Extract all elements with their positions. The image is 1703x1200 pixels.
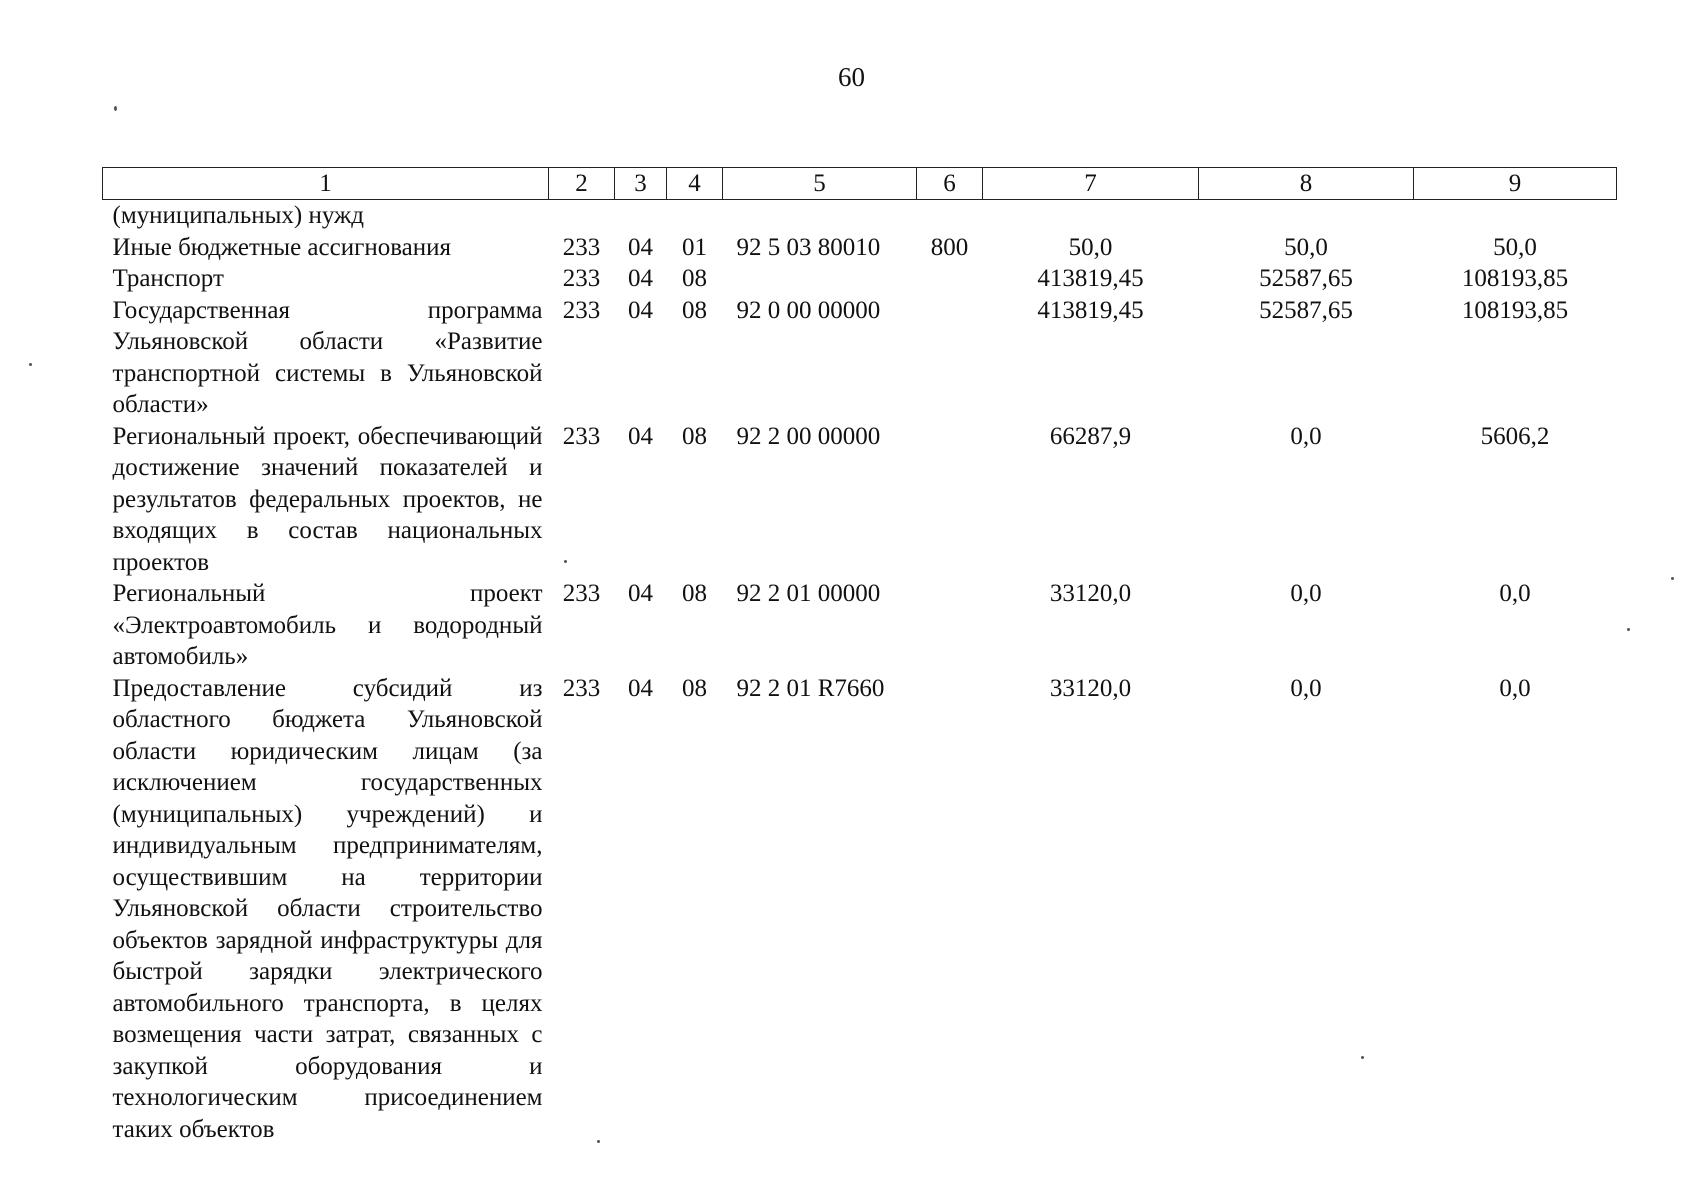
cell-col2: 233 <box>562 580 601 607</box>
cell-col3: 04 <box>628 233 653 261</box>
cell-col4: 08 <box>682 265 707 292</box>
column-header-3: 3 <box>615 168 667 200</box>
cell-col5: 92 2 00 00000 <box>736 422 881 450</box>
cell-col2: 233 <box>562 233 601 261</box>
table-row <box>103 263 1617 295</box>
cell-col6: 800 <box>930 233 969 261</box>
cell-col8: 52587,65 <box>1259 265 1353 292</box>
column-header-2: 2 <box>549 168 615 200</box>
cell-col6 <box>917 673 983 1146</box>
cell-col7: 33120,0 <box>1049 580 1132 607</box>
cell-col3 <box>615 200 667 232</box>
cell-col4: 08 <box>682 296 707 324</box>
cell-col9: 108193,85 <box>1461 265 1569 292</box>
cell-col2: 233 <box>562 265 601 292</box>
cell-col9: 50,0 <box>1493 233 1537 261</box>
cell-col7: 50,0 <box>1068 233 1113 261</box>
column-header-1: 1 <box>103 168 549 200</box>
cell-col8: 50,0 <box>1284 233 1328 261</box>
cell-col6 <box>917 263 983 295</box>
cell-col8: 0,0 <box>1290 674 1322 702</box>
table-row <box>103 578 1617 673</box>
cell-col9: 0,0 <box>1499 674 1531 702</box>
row-name: Предоставление субсидий из областного бюджета Ульяновской области юридическим лицам (за исключением государственных (муниципальных) учреждений) и индивидуальным предпринимателям, осуществившим на территории Ульяновской области строительство объектов зарядной инфраструктуры для быстрой зарядки электрического автомобильного транспорта, в целях возмещения части затрат, связанных с закупкой оборудования и технологическим присоединением таких объектов <box>112 674 543 1143</box>
cell-col6 <box>917 421 983 579</box>
row-name: Иные бюджетные ассигнования <box>112 233 452 261</box>
cell-col7: 413819,45 <box>1037 296 1144 324</box>
cell-col2: 233 <box>562 422 601 450</box>
cell-col9 <box>1414 200 1617 232</box>
cell-col9: 5606,2 <box>1480 422 1550 450</box>
cell-col7: 413819,45 <box>1037 265 1144 292</box>
column-header-8: 8 <box>1199 168 1414 200</box>
cell-col4 <box>667 200 723 232</box>
cell-col6 <box>917 295 983 421</box>
scan-speck <box>114 106 117 111</box>
budget-table <box>102 167 1617 1145</box>
table-row <box>103 232 1617 264</box>
cell-col4: 08 <box>682 422 707 450</box>
cell-col2: 233 <box>562 674 601 702</box>
column-header-5: 5 <box>723 168 917 200</box>
cell-col7: 66287,9 <box>1049 422 1132 450</box>
cell-col8: 52587,65 <box>1259 296 1353 324</box>
cell-col5: 92 5 03 80010 <box>736 233 881 261</box>
row-name: Транспорт <box>112 265 224 292</box>
cell-col4: 08 <box>682 674 707 702</box>
cell-col5: 92 0 00 00000 <box>736 296 881 324</box>
cell-col2 <box>549 200 615 232</box>
row-name: Региональный проект «Электроавтомобиль и водородный автомобиль» <box>112 580 543 670</box>
cell-col8 <box>1199 200 1414 232</box>
column-header-9: 9 <box>1414 168 1617 200</box>
row-name: Региональный проект, обеспечивающий достижение значений показателей и результатов федеральных проектов, не входящих в состав национальных проектов <box>112 422 543 576</box>
cell-col3: 04 <box>628 265 653 292</box>
cell-col3: 04 <box>628 580 653 607</box>
cell-col9: 108193,85 <box>1461 296 1569 324</box>
page-number: 60 <box>838 62 865 92</box>
cell-col5: 92 2 01 00000 <box>736 580 881 607</box>
cell-col9: 0,0 <box>1499 580 1531 607</box>
cell-col6 <box>917 578 983 673</box>
cell-col8: 0,0 <box>1290 422 1322 450</box>
cell-col4: 01 <box>682 233 707 261</box>
cell-col7 <box>983 200 1199 232</box>
cell-col7: 33120,0 <box>1049 674 1132 702</box>
header-row <box>103 168 1617 200</box>
column-header-6: 6 <box>917 168 983 200</box>
cell-col3: 04 <box>628 422 653 450</box>
scan-speck <box>29 363 32 366</box>
cell-col5 <box>723 263 917 295</box>
cell-col2: 233 <box>562 296 601 324</box>
cell-col6 <box>917 200 983 232</box>
table-row <box>103 200 1617 232</box>
cell-col4: 08 <box>682 580 707 607</box>
scan-speck <box>1627 628 1630 631</box>
table-header <box>103 168 1617 200</box>
table-row <box>103 295 1617 421</box>
column-header-4: 4 <box>667 168 723 200</box>
table-row <box>103 673 1617 1146</box>
cell-col5: 92 2 01 R7660 <box>736 674 885 702</box>
table-row <box>103 421 1617 579</box>
table-body <box>103 200 1617 1146</box>
row-name: Государственная программа Ульяновской области «Развитие транспортной системы в Ульяновской области» <box>112 296 543 418</box>
row-name: (муниципальных) нужд <box>112 202 365 229</box>
cell-col3: 04 <box>628 296 653 324</box>
cell-col3: 04 <box>628 674 653 702</box>
cell-col8: 0,0 <box>1290 580 1322 607</box>
scan-speck <box>1671 577 1674 580</box>
column-header-7: 7 <box>983 168 1199 200</box>
cell-col5 <box>723 200 917 232</box>
